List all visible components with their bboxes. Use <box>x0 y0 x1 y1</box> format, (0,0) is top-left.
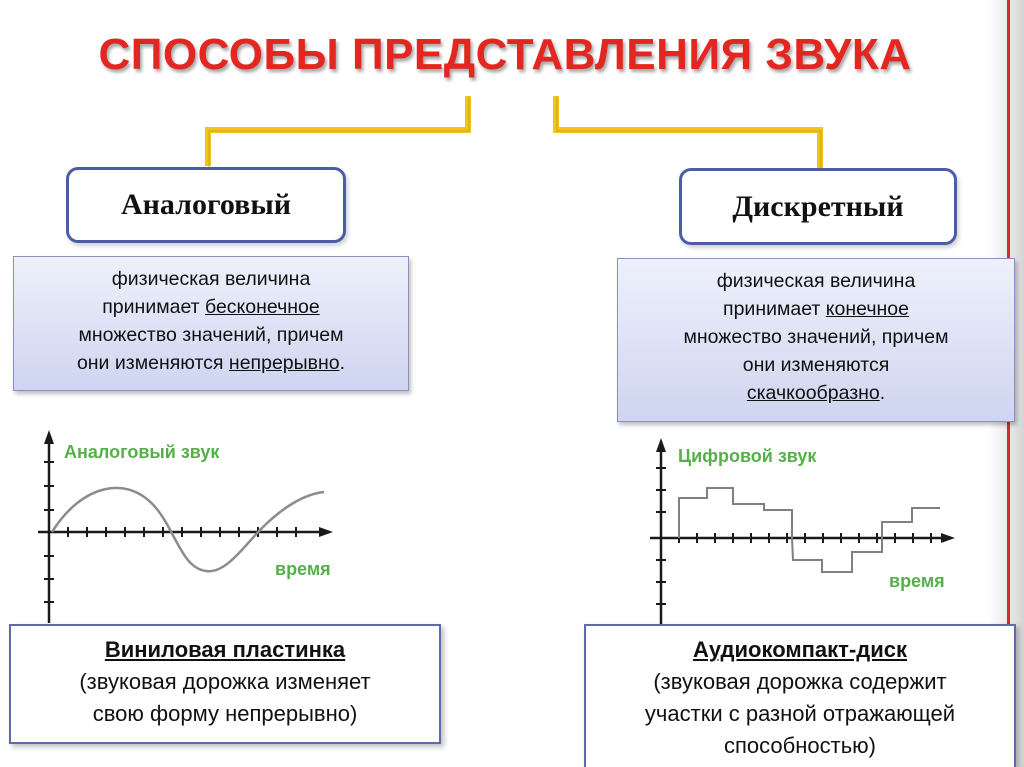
vinyl-record-box <box>9 624 441 744</box>
cd-desc-line2: участки с разной отражающей <box>644 701 956 726</box>
analog-def-continuous: непрерывно <box>228 352 340 374</box>
analog-graph-xlabel: время <box>275 559 331 579</box>
analog-type-box <box>66 167 346 243</box>
discrete-definition <box>617 258 1015 422</box>
discrete-def-line2: принимает конечное <box>723 298 909 320</box>
digital-graph-title: Цифровой звук <box>678 446 817 466</box>
analog-type-label: Аналоговый <box>120 188 292 221</box>
discrete-def-line4: они изменяются <box>742 354 890 376</box>
audio-cd-title: Аудиокомпакт-диск <box>692 637 908 662</box>
analog-def-line1: физическая величина <box>111 268 311 290</box>
connector-right <box>548 94 832 172</box>
cd-desc-line3: способностью) <box>724 733 876 758</box>
analog-def-line3: множество значений, причем <box>78 324 344 346</box>
discrete-def-jumpwise: скачкообразно <box>746 382 880 404</box>
digital-graph-xlabel: время <box>889 571 945 591</box>
discrete-type-box <box>679 168 957 245</box>
cd-desc-line1: (звуковая дорожка содержит <box>653 669 947 694</box>
discrete-def-line5: скачкообразно. <box>746 382 886 404</box>
connector-left <box>200 94 480 168</box>
analog-def-line2: принимает бесконечное <box>102 296 320 318</box>
page-title: СПОСОБЫ ПРЕДСТАВЛЕНИЯ ЗВУКА <box>98 30 912 79</box>
vinyl-desc-line2: свою форму непрерывно) <box>92 701 358 726</box>
vinyl-record-title: Виниловая пластинка <box>104 637 346 662</box>
audio-cd-box <box>584 624 1016 767</box>
analog-graph-title: Аналоговый звук <box>64 442 220 462</box>
analog-definition <box>13 256 409 391</box>
discrete-def-finite: конечное <box>825 298 909 320</box>
analog-def-infinite: бесконечное <box>205 296 320 318</box>
discrete-def-line1: физическая величина <box>716 270 916 292</box>
digital-sound-graph <box>642 436 982 628</box>
discrete-type-label: Дискретный <box>732 189 904 223</box>
discrete-def-line3: множество значений, причем <box>683 326 949 348</box>
vinyl-desc-line1: (звуковая дорожка изменяет <box>79 669 371 694</box>
analog-sound-graph <box>30 428 360 628</box>
analog-def-line4: они изменяются непрерывно. <box>76 352 346 374</box>
